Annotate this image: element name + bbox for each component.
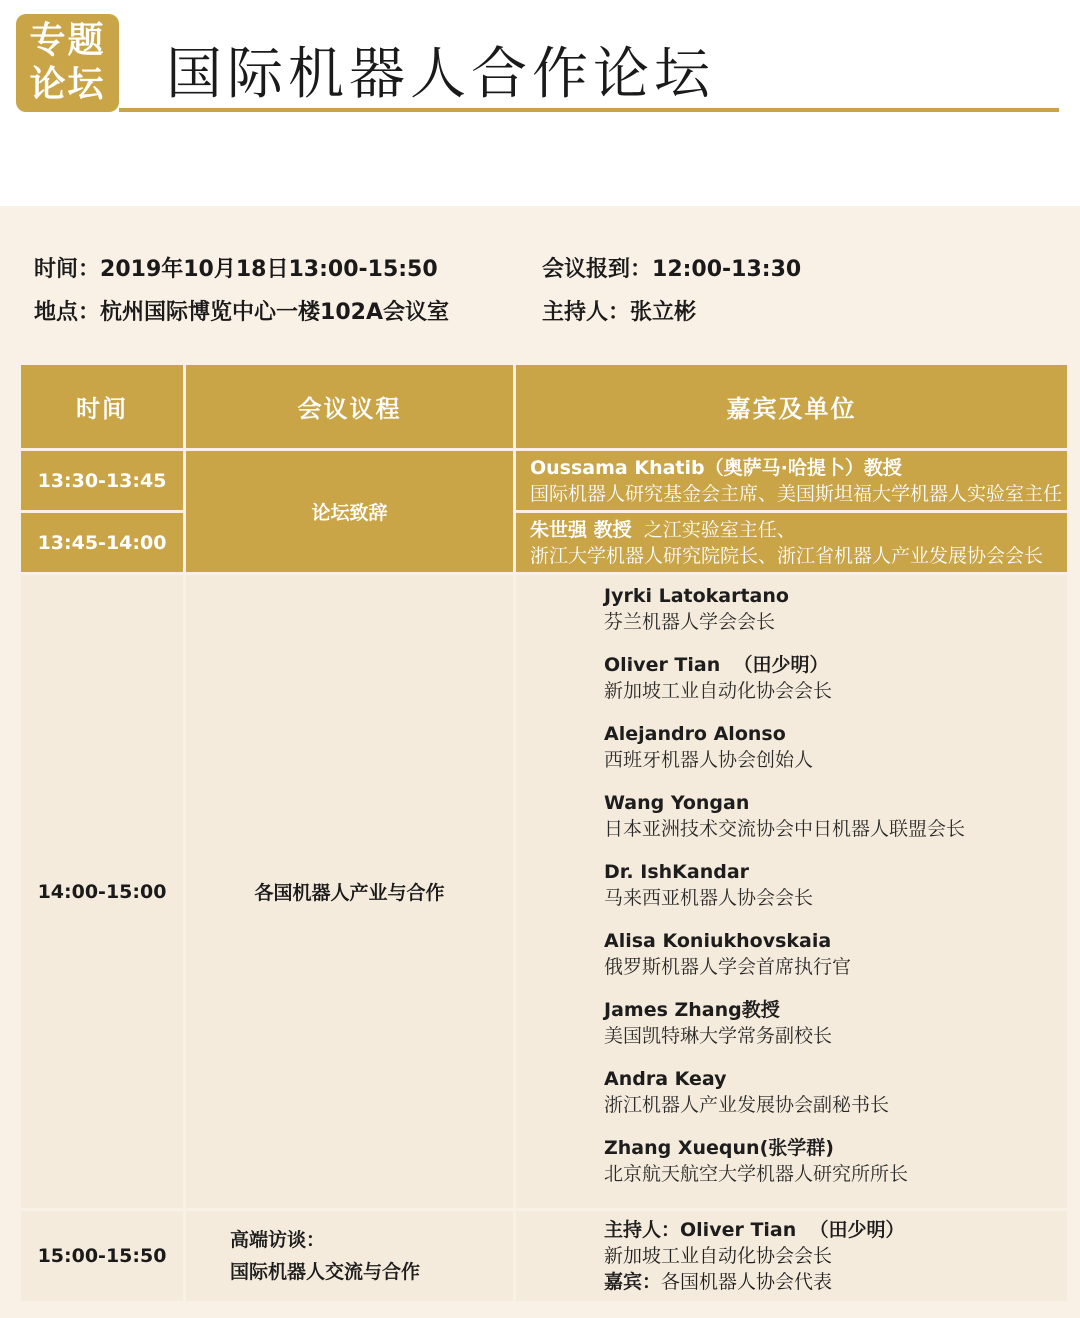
panel-guest-label: 嘉宾： <box>604 1271 662 1293</box>
speaker-item <box>604 721 1067 773</box>
table-row <box>20 1210 1069 1303</box>
panel-host-name: Oliver Tian （田少明） <box>680 1219 905 1241</box>
speaker-item <box>604 859 1067 911</box>
opening-guest-2 <box>515 512 1069 574</box>
opening-guest-1-name: Oussama Khatib（奥萨马·哈提卜）教授 <box>530 456 902 479</box>
speaker-org: 北京航天航空大学机器人研究所所长 <box>604 1163 909 1185</box>
table-header-row <box>20 364 1069 450</box>
speaker-org: 日本亚洲技术交流协会中日机器人联盟会长 <box>604 818 966 840</box>
panel-host-label: 主持人： <box>604 1219 681 1241</box>
speaker-name: Alejandro Alonso <box>604 723 786 745</box>
table-row <box>20 574 1069 1210</box>
speaker-name: Oliver Tian （田少明） <box>604 654 829 676</box>
speaker-item <box>604 997 1067 1049</box>
info-place-value: 杭州国际博览中心一楼102A会议室 <box>100 300 449 325</box>
forum-badge <box>16 14 119 112</box>
info-host <box>542 295 696 326</box>
speaker-item <box>604 790 1067 842</box>
agenda-table <box>18 362 1070 1304</box>
speaker-item <box>604 928 1067 980</box>
header <box>0 0 1080 206</box>
speaker-item <box>604 583 1067 635</box>
speaker-name: Jyrki Latokartano <box>604 585 789 607</box>
badge-line1: 专题 <box>29 20 106 61</box>
info-place-label: 地点： <box>34 300 101 325</box>
panel-guest-value: 各国机器人协会代表 <box>661 1271 833 1293</box>
info-host-value: 张立彬 <box>630 300 697 325</box>
info-checkin-label: 会议报到： <box>542 257 653 282</box>
opening-agenda: 论坛致辞 <box>185 450 515 574</box>
page-title: 国际机器人合作论坛 <box>166 42 715 107</box>
table-row <box>20 450 1069 512</box>
panel-agenda-line2: 国际机器人交流与合作 <box>230 1261 421 1283</box>
opening-time-1: 13:30-13:45 <box>20 450 185 512</box>
speaker-item <box>604 1066 1067 1118</box>
info-time-label: 时间： <box>34 257 101 282</box>
header-guests: 嘉宾及单位 <box>515 364 1069 450</box>
opening-time-2: 13:45-14:00 <box>20 512 185 574</box>
panel-time: 15:00-15:50 <box>20 1210 185 1303</box>
opening-guest-1-org: 国际机器人研究基金会主席、美国斯坦福大学机器人实验室主任 <box>530 482 1063 505</box>
speaker-name: Dr. IshKandar <box>604 861 750 883</box>
info-place <box>34 295 449 326</box>
opening-guest-2-title: 之江实验室主任、 <box>631 518 796 541</box>
speaker-name: Andra Keay <box>604 1068 727 1090</box>
panel-agenda <box>185 1210 515 1303</box>
speaker-org: 芬兰机器人学会会长 <box>604 611 776 633</box>
header-time: 时间 <box>20 364 185 450</box>
speaker-item <box>604 652 1067 704</box>
speaker-org: 俄罗斯机器人学会首席执行官 <box>604 956 852 978</box>
header-agenda: 会议议程 <box>185 364 515 450</box>
session-speakers <box>515 574 1069 1210</box>
speaker-name: Wang Yongan <box>604 792 750 814</box>
speaker-item <box>604 1135 1067 1187</box>
speaker-name: Alisa Koniukhovskaia <box>604 930 832 952</box>
info-time-value: 2019年10月18日13:00-15:50 <box>100 257 438 282</box>
session-agenda: 各国机器人产业与合作 <box>185 574 515 1210</box>
info-time <box>34 252 438 283</box>
speaker-org: 西班牙机器人协会创始人 <box>604 749 814 771</box>
panel-agenda-line1: 高端访谈： <box>230 1229 326 1251</box>
speaker-org: 马来西亚机器人协会会长 <box>604 887 814 909</box>
opening-guest-1 <box>515 450 1069 512</box>
badge-line2: 论坛 <box>29 64 106 105</box>
info-checkin-value: 12:00-13:30 <box>652 257 802 282</box>
panel-host-org: 新加坡工业自动化协会会长 <box>604 1245 833 1267</box>
speaker-org: 新加坡工业自动化协会会长 <box>604 680 833 702</box>
speaker-name: Zhang Xuequn(张学群) <box>604 1137 834 1159</box>
speaker-org: 浙江机器人产业发展协会副秘书长 <box>604 1094 890 1116</box>
info-checkin <box>542 252 801 283</box>
panel-guests <box>515 1210 1069 1303</box>
info-host-label: 主持人： <box>542 300 631 325</box>
table-row <box>20 512 1069 574</box>
opening-guest-2-org: 浙江大学机器人研究院院长、浙江省机器人产业发展协会会长 <box>530 544 1044 567</box>
opening-guest-2-name: 朱世强 教授 <box>530 518 632 541</box>
session-time: 14:00-15:00 <box>20 574 185 1210</box>
title-divider <box>119 108 1059 112</box>
speaker-org: 美国凯特琳大学常务副校长 <box>604 1025 833 1047</box>
speaker-name: James Zhang教授 <box>604 999 780 1021</box>
